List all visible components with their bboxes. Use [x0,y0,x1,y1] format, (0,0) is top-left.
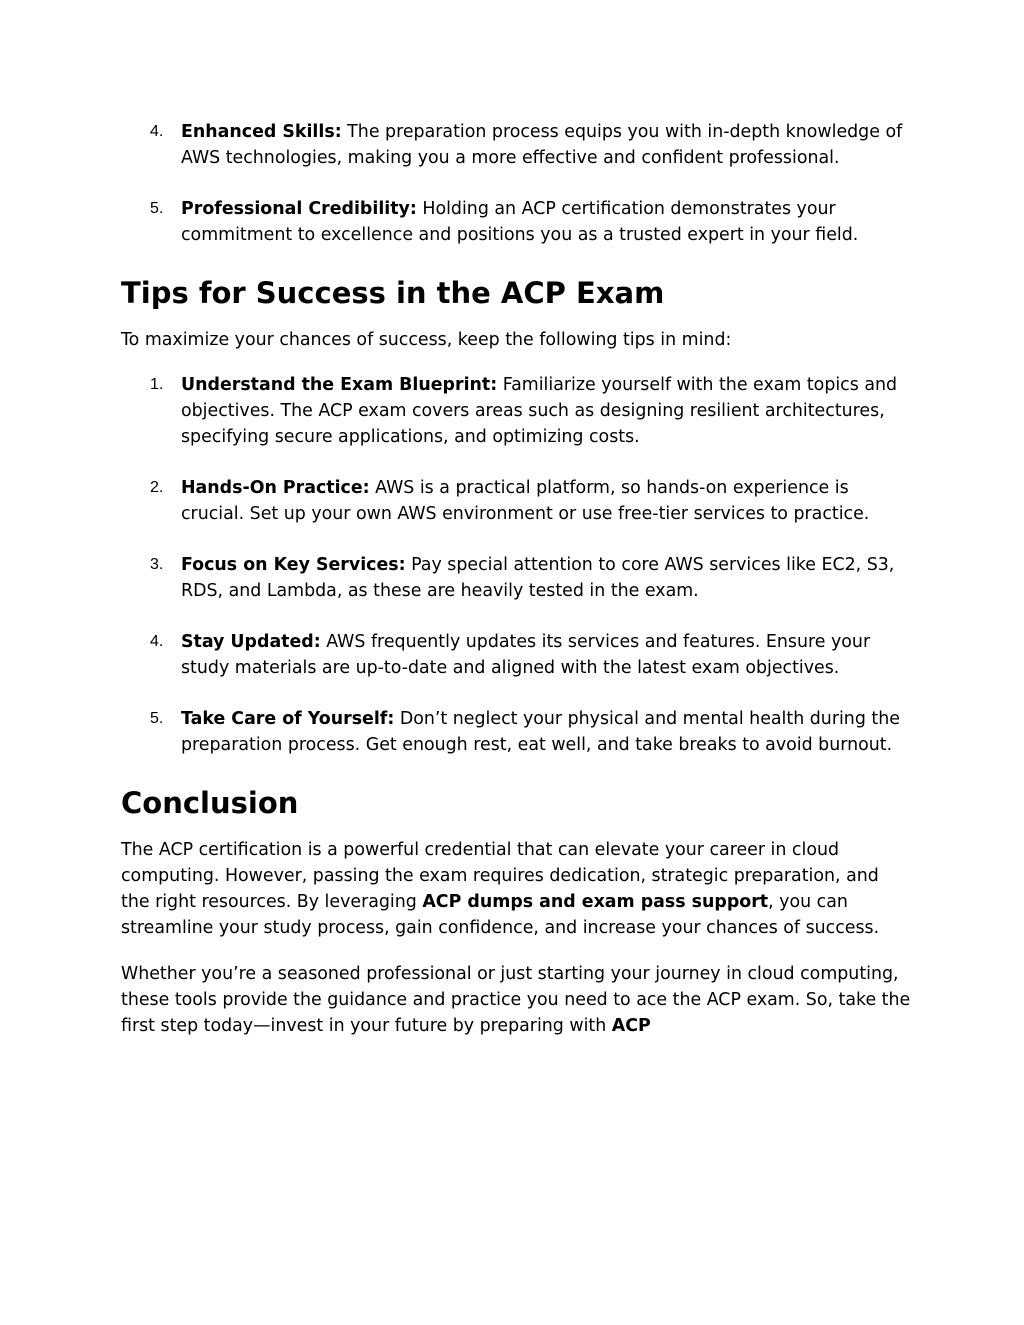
list-item-title: Focus on Key Services: [181,555,406,575]
list-number: 4. [150,123,164,140]
paragraph-text: The ACP certification is a powerful credential that can elevate your career in cloud computing. However, passing the exam requires dedication, strategic preparation, and the right resources. By leveraging [121,840,879,912]
benefits-list-continued [121,119,911,248]
list-item-title: Understand the Exam Blueprint: [181,375,498,395]
list-item-text: AWS is a practical platform, so hands-on experience is crucial. Set up your own AWS environment or use free-tier services to practice. [181,478,870,524]
list-number: 4. [150,633,164,650]
list-item [121,196,911,248]
list-number: 2. [150,479,164,496]
list-item-title: Hands-On Practice: [181,478,370,498]
tips-intro: To maximize your chances of success, keep the following tips in mind: [121,330,732,350]
tips-list [121,372,911,758]
section-heading-conclusion: Conclusion [121,786,299,820]
list-item-text: Don’t neglect your physical and mental health during the preparation process. Get enough rest, eat well, and take breaks to avoid burnout. [181,709,900,755]
paragraph-bold-text: ACP [611,1016,651,1036]
list-item [121,475,911,527]
list-item-text: Familiarize yourself with the exam topics and objectives. The ACP exam covers areas such as designing resilient architectures, specifying secure applications, and optimizing costs. [181,375,898,447]
list-item [121,552,911,604]
list-item-title: Take Care of Yourself: [181,709,395,729]
list-item-title: Professional Credibility: [181,199,417,219]
list-number: 5. [150,710,164,727]
section-heading-tips: Tips for Success in the ACP Exam [121,276,665,310]
paragraph-text: , you can streamline your study process, gain confidence, and increase your chances of success. [121,892,880,938]
list-item-title: Stay Updated: [181,632,321,652]
list-item [121,706,911,758]
list-item-text: Pay special attention to core AWS services like EC2, S3, RDS, and Lambda, as these are heavily tested in the exam. [181,555,895,601]
list-item-text: AWS frequently updates its services and features. Ensure your study materials are up-to-date and aligned with the latest exam objectives. [181,632,871,678]
list-number: 5. [150,200,164,217]
list-number: 3. [150,556,164,573]
list-item [121,372,911,450]
list-item [121,119,911,171]
document-page [121,119,911,1039]
conclusion-paragraph-2 [121,961,911,1039]
paragraph-bold-text: ACP dumps and exam pass support [422,892,769,912]
list-item-text: Holding an ACP certification demonstrates your commitment to excellence and positions you as a trusted expert in your field. [181,199,859,245]
list-number: 1. [150,376,164,393]
list-item [121,629,911,681]
list-item-title: Enhanced Skills: [181,122,342,142]
conclusion-paragraph-1 [121,837,911,941]
list-item-text: The preparation process equips you with in-depth knowledge of AWS technologies, making you a more effective and confident professional. [181,122,903,168]
paragraph-text: Whether you’re a seasoned professional or just starting your journey in cloud computing, these tools provide the guidance and practice you need to ace the ACP exam. So, take the first step today—invest in your future by preparing with [121,964,911,1036]
